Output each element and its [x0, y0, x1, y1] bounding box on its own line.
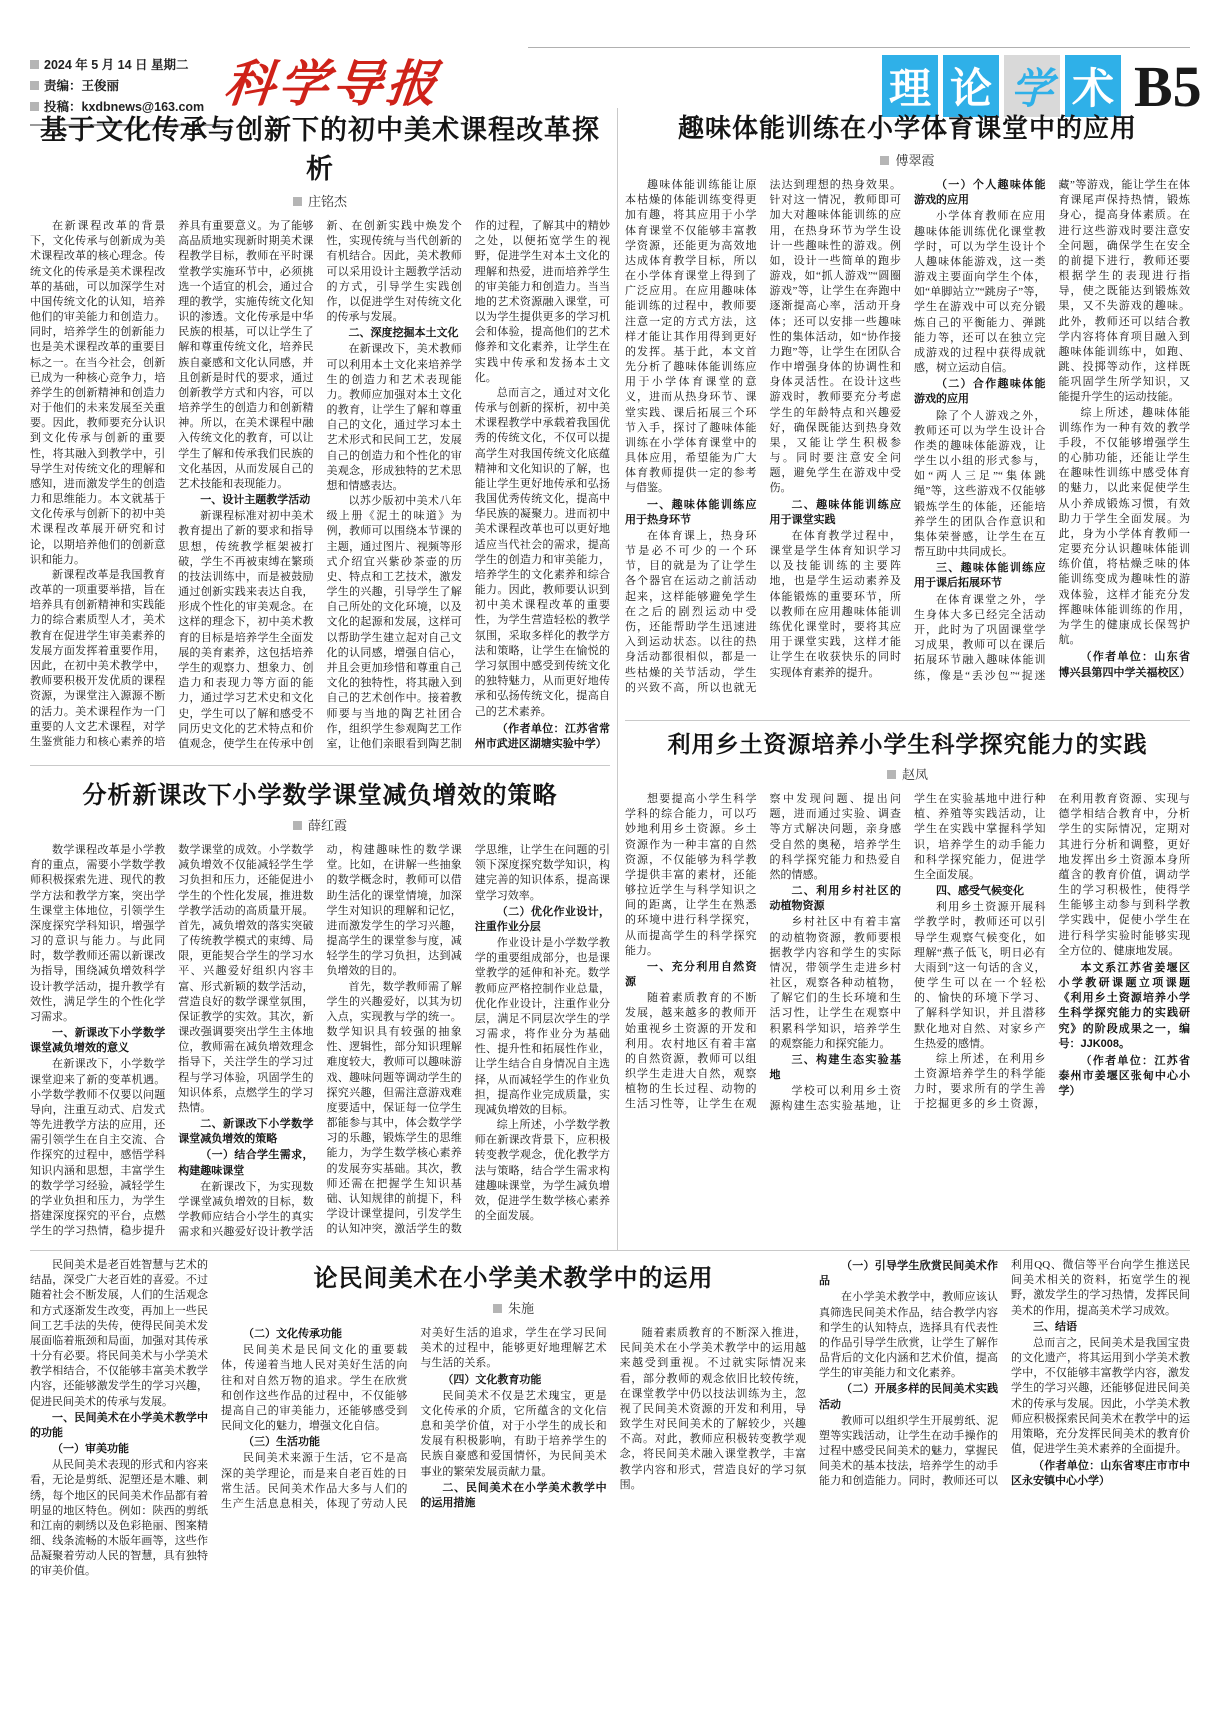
editor-line — [30, 76, 220, 94]
article-body — [625, 178, 1190, 718]
editor-text: 责编：王俊丽 — [44, 79, 120, 93]
subheading: （一）个人趣味体能游戏的应用 — [914, 179, 1046, 207]
paragraph: 想要提高小学生科学学科的综合能力，可以巧妙地利用乡土资源。乡土资源作为一种丰富的自然资源，不仅能够为科学教学提供丰富的素材，还能够拉近学生与科学知识之间的距离，让学生在熟悉的环境中进行科学探究，从而提高学生的科学探究能力。 — [625, 793, 757, 957]
author-name: 赵凤 — [901, 767, 928, 782]
subheading: 二、利用乡村社区的动植物资源 — [769, 885, 901, 913]
author-affiliation: （作者单位：山东省枣庄市市中区永安镇中心小学） — [1011, 1460, 1190, 1488]
subheading: 一、民间美术在小学美术教学中的功能 — [30, 1411, 208, 1439]
subheading: 二、趣味体能训练应用于课堂实践 — [769, 498, 901, 526]
subheading: 一、趣味体能训练应用于热身环节 — [625, 498, 757, 526]
section-char-tile: 学 — [1004, 55, 1060, 117]
subheading: 三、构建生态实验基地 — [769, 1053, 901, 1082]
paragraph: 乡村社区中有着丰富的动植物资源，教师要根据教学内容和学生的实际情况，带领学生走进乡村社区，观察各种动植物，了解它们的生长环境和生活习性，让学生在观察中积累科学知识，培养学生的观察能力和探究能力。 — [769, 916, 901, 1050]
paragraph: 趣味体能训练能让原本枯燥的体能训练变得更加有趣，将其应用于小学体育课堂不仅能够丰富教学资源，还能更为高效地达成体育教学目标，所以在小学体育课堂上得到了广泛应用。在应用趣味体能训练的过程中，教师要注意一定的方式方法，这样才能让其作用得到更好的发挥。基于此，本文首先分析了趣味体能训练应用于小学体育课堂的意义，进而从热身环节、课堂实践、课后拓展三个环节入手，探讨了趣味体能训练在小学体育课堂中的具体应用，希望能为广大体育教师提供一定的参考与借鉴。 — [625, 179, 757, 495]
subheading: 一、充分利用自然资源 — [625, 960, 757, 989]
subheading: （一）审美功能 — [52, 1443, 129, 1456]
subheading: （三）生活功能 — [243, 1436, 320, 1449]
paragraph: 在体育教学过程中，课堂是学生体育知识学习以及技能训练的主要阵地，也是学生运动素养及体能锻炼的重要环节，所以教师在应用趣味体能训练优化课堂时，要将其应用于课堂实践，这样才能让学生在收获快乐的同时实现体育素养的提升。 — [769, 529, 901, 679]
article-byline — [221, 1298, 806, 1317]
article-title: 基于文化传承与创新下的初中美术课程改革探析 — [40, 115, 600, 184]
article-byline — [625, 150, 1190, 169]
paragraph: 除了个人游戏之外，教师还可以为学生设计合作类的趣味体能游戏，让学生以小组的形式参与，如“两人三足”“集体跳绳”等，这些游戏不仅能够锻炼学生的体能，还能培养学生的团队合作意识和集体荣誉感，让学生在互帮互助中共同成长。 — [914, 409, 1046, 559]
article-title: 趣味体能训练在小学体育课堂中的应用 — [677, 113, 1137, 143]
column-divider — [617, 108, 618, 1250]
paragraph: 综上所述，在利用乡土资源培养学生的科学能力时，要求所有的学生善于挖掘更多的乡土资源，在利用教育资源、实现与德学相结合教育中，分析学生的实际情况，定期对其进行分析和调整，更好地发挥出乡土资源本身所蕴含的教育价值，调动学生的学习积极性，使得学生能够主动参与到科学教学实践中，促使小学生在进行科学实验时能够实现全方位的、健康地发展。 — [914, 793, 1190, 1111]
author-affiliation: （作者单位：江苏省常州市武进区湖塘实验中学） — [474, 722, 610, 750]
article-byline — [30, 815, 610, 834]
paragraph: 以苏少版初中美术八年级上册《泥土的味道》为例，教师可以围绕本节课的主题，通过图片、视频等形式介绍宜兴紫砂茶壶的历史、特点和工艺技术，激发学生的兴趣，引导学生了解自己所处的文化环境，以及文化的起源和发展，这样可以帮助学生建立起对自己文化的认同感，增强自信心，并且会更加珍惜和尊重自己文化的独特性，将其融入到自己的艺术创作中。接着教师要与当地的陶艺社团合作，组织学生参观陶艺工作室，让他们亲眼看到陶艺制作的过程，了解其中的精妙之处，以便拓宽学生的视野，促进学生对本土文化的理解和热爱，进而培养学生的审美能力和创造力。当当地的艺术资源融入课堂，可以为学生提供更多的学习机会和体验，提高他们的艺术修养和文化素养，让学生在实践中传承和发扬本土文化。 — [326, 220, 610, 750]
paragraph: 民间美术是民间文化的重要载体，传递着当地人民对美好生活的向往和对自然万物的追求。学生在欣赏和创作这些作品的过程中，不仅能够提高自己的审美能力，还能够感受到民间文化的魅力，增强文化自信。 — [221, 1344, 408, 1433]
article-4-science-exploration — [625, 726, 1190, 1250]
paragraph: 民间美术是老百姓智慧与艺术的结晶，深受广大老百姓的喜爱。不过随着社会不断发展，人们的生活观念和方式逐渐发生改变，再加上一些民间工艺手法的失传，使得民间美术发展面临着瓶颈和局面，加强对其传承十分有必要。将民间美术与小学美术教学相结合，不仅能够丰富美术教学内容，还能够激发学生的学习兴趣，促进民间美术的传承与发展。 — [30, 1259, 208, 1408]
subheading: 三、趣味体能训练应用于课后拓展环节 — [914, 562, 1046, 590]
subheading: 二、深度挖掘本土文化 — [348, 327, 459, 340]
subheading: （二）文化传承功能 — [243, 1328, 342, 1340]
article-byline — [625, 764, 1190, 783]
paragraph: 民间美术来源于生活，它不是高深的美学理论，而是来自老百姓的日常生活。民间美术作品大多与人们的生产生活息息相关，体现了劳动人民对美好生活的追求，学生在学习民间美术的过程中，能够更好地理解艺术与生活的关系。 — [221, 1327, 607, 1510]
article-title: 分析新课改下小学数学课堂减负增效的策略 — [82, 782, 558, 809]
article-1-art-curriculum — [30, 108, 610, 802]
paragraph: 民间美术不仅是艺术瑰宝，更是文化传承的介质，它所蕴含的文化信息和美学价值，对于小学生的成长和发展有积极影响，有助于培养学生的民族自豪感和爱国情怀，为民间美术事业的繁荣发展贡献力量。 — [420, 1389, 607, 1478]
author-name: 庄铭杰 — [307, 194, 347, 209]
date-text: 2024 年 5 月 14 日 星期二 — [44, 58, 189, 72]
author-affiliation: （作者单位：山东省博兴县第四中学关福校区） — [1058, 651, 1190, 679]
author-name: 薛红霞 — [307, 818, 347, 833]
article-body — [30, 219, 610, 802]
subheading: 一、新课改下小学数学课堂减负增效的意义 — [30, 1027, 166, 1055]
paragraph: 新课程标准对初中美术教育提出了新的要求和指导思想，传统教学框架被打破，学生不再被束缚在繁琐的技法训练中，而是被鼓励通过创新实践来表达自我，形成个性化的审美观念。在这样的理念下，初中美术教育的目标是培养学生全面发展的美育素养，这包括培养学生的观察力、想象力、创造力和表现力等方面的能力，通过学习艺术史和文化史，学生可以了解和感受不同历史文化的艺术特点和价值观念，使学生在传承中创新、在创新实践中焕发个性，实现传统与当代创新的有机结合。因此，美术教师可以采用设计主题教学活动的方式，引导学生实践创作，以促进学生对传统文化的传承与发展。 — [178, 220, 462, 750]
paragraph: 在体育课上，热身环节是必不可少的一个环节，目的就是为了让学生各个器官在运动之前活动起来，这样能够避免学生在之后的剧烈运动中受伤，还能帮助学生迅速进入到运动状态。以往的热身活动都很相似，都是一些枯燥的关节活动，学生的兴致不高，所以也就无法达到理想的热身效果。针对这一情况，教师即可加大对趣味体能训练的应用，在热身环节为学生设计一些趣味性的游戏。例如，设计一些简单的跑步游戏，如“抓人游戏”“圆圈游戏”等，让学生在奔跑中逐渐提高心率，活动开身体；还可以安排一些趣味性的集体活动，如“协作接力跑”等，让学生在团队合作中增强身体的协调性和身体灵活性。在设计这些游戏时，教师要充分考虑学生的年龄特点和兴趣爱好，确保既能达到热身效果，又能让学生积极参与。同时要注意安全问题，避免学生在游戏中受伤。 — [625, 179, 901, 694]
article-title: 论民间美术在小学美术教学中的运用 — [313, 1265, 714, 1292]
subheading: （二）开展多样的民间美术实践活动 — [819, 1383, 998, 1411]
bullet-square-icon — [30, 60, 39, 69]
paragraph: 作业设计是小学数学教学的重要组成部分，也是课堂教学的延伸和补充。数学教师应严格控制作业总量，优化作业设计，注重作业分层，满足不同层次学生的学习需求，将作业分为基础性、提升性和拓展性作业，让学生结合自身情况自主选择，从而减轻学生的作业负担，提高作业完成质量，实现减负增效的目标。 — [474, 937, 610, 1116]
author-affiliation: 本文系江苏省姜堰区小学教研课题立项课题《利用乡土资源培养小学生科学探究能力的实践研究》的阶段成果之一，编号：JJK008。 — [1058, 961, 1190, 1050]
subheading: （一）引导学生欣赏民间美术作品 — [819, 1260, 998, 1288]
subheading: （二）合作趣味体能游戏的应用 — [914, 378, 1046, 406]
subheading: （二）优化作业设计，注重作业分层 — [474, 905, 610, 933]
article-5-folk-art — [30, 1258, 1190, 1703]
paragraph: 在体育课堂之外，学生身体大多已经完全活动开，此时为了巩固课堂学习成果，教师可以在课后拓展环节融入趣味体能训练，像是“丢沙包”“捉迷藏”等游戏，能让学生在体育课尾声保持热情，锻炼身心，提高身体素质。在进行这些游戏时要注意安全问题，确保学生在安全的前提下进行，教师还要根据学生的表现进行指导，使之既能达到锻炼效果，又不失游戏的趣味。此外，教师还可以结合教学内容将体育项目融入到趣味体能训练中，如跑、跳、投掷等动作，这样既能巩固学生所学知识，又能提升学生的运动技能。 — [914, 179, 1190, 682]
section-char-tile: 术 — [1065, 55, 1121, 117]
header-rule — [528, 47, 1190, 48]
subheading: 二、新课改下小学数学课堂减负增效的策略 — [178, 1118, 314, 1146]
page-number: B5 — [1134, 54, 1202, 119]
article-body-middle — [221, 1326, 806, 1704]
paragraph: 在小学美术教学中，教师应该认真筛选民间美术作品，结合教学内容和学生的认知特点，选择具有代表性的作品引导学生欣赏，让学生了解作品背后的文化内涵和艺术价值，提高学生的审美能力和文化素养。 — [819, 1291, 998, 1380]
paragraph: 总而言之，通过对文化传承与创新的探析，初中美术课程教学中承载着我国优秀的传统文化，不仅可以提高学生对我国传统文化底蕴精神和文化知识的了解，也能让学生更好地传承和弘扬我国优秀传统文化，提高中华民族的凝聚力。进而初中美术课程改革也可以更好地适应当代社会的需求，提高学生的创造力和审美能力，培养学生的文化素养和综合能力。因此，教师要认识到初中美术课程改革的重要性，为学生营造轻松的教学氛围，采取多样化的教学方法和策略，让学生在愉悦的学习氛围中感受到传统文化的独特魅力，从而更好地传承和弘扬传统文化，提高自己的艺术素养。 — [474, 386, 610, 718]
byline-square-icon — [293, 197, 302, 206]
byline-square-icon — [880, 156, 889, 165]
author-affiliation: （作者单位：江苏省泰州市姜堰区张甸中心小学） — [1058, 1054, 1190, 1098]
byline-square-icon — [887, 770, 896, 779]
subheading: 四、感受气候变化 — [936, 885, 1024, 898]
subheading: 二、民间美术在小学美术教学中的运用措施 — [420, 1481, 607, 1509]
paragraph: 学校可以利用乡土资源构建生态实验基地，让学生在实验基地中进行种植、养殖等实践活动，让学生在实践中掌握科学知识，培养学生的动手能力和科学探究能力，促进学生全面发展。 — [769, 793, 1046, 1113]
paragraph: 新课程改革是我国教育改革的一项重要举措，旨在培养具有创新精神和实践能力的综合素质型人才，美术教育在促进学生审美素养的发展方面发挥着重要作用，因此，在初中美术教学中，教师要积极开发优质的课程资源，为课堂注入源源不断的活力。美术课程作为一门重要的人文艺术课程，对学生鉴赏能力和核心素养的培养具有重要意义。为了能够高品质地实现新时期美术课程教学目标，教师在平时课堂教学实施环节中，必须挑选一个适宜的机会，通过合理的教学，实施传统文化知识的渗透。文化传承是中华民族的根基，可以让学生了解和尊重传统文化，培养民族自豪感和文化认同感，并且创新是时代的要求，通过创新教学方式和内容，可以培养学生的创造力和创新精神。所以，在美术课程中融入传统文化的教育，可以让学生了解和传承我们民族的文化基因，从而发展自己的艺术技能和表现能力。 — [30, 220, 314, 748]
subheading: （四）文化教育功能 — [442, 1373, 542, 1386]
paragraph: 教师可以组织学生开展剪纸、泥塑等实践活动，让学生在动手操作的过程中感受民间美术的魅力，掌握民间美术的基本技法，培养学生的动手能力和创造能力。同时，教师还可以利用QQ、微信等平台向学生推送民间美术相关的资料，拓宽学生的视野，激发学生的学习热情，发挥民间美术的作用，提高美术学习成效。 — [819, 1259, 1190, 1488]
article-center-block — [221, 1258, 806, 1703]
paragraph: 随着素质教育的不断深入推进，民间美术在小学美术教学中的运用越来越受到重视。不过就实际情况来看，部分教师的观念依旧比较传统，在课堂教学中仍以技法训练为主，忽视了民间美术资源的开发和利用，导致学生对民间美术的了解较少，兴趣不高。对此，教师应积极转变教学观念，将民间美术融入课堂教学，丰富教学内容和形式，营造良好的学习氛围。 — [619, 1327, 806, 1491]
article-3-math-classroom — [30, 775, 610, 1251]
paragraph: 首先，数学教师需了解学生的兴趣爱好，以其为切入点，实现教与学的统一。数学知识具有较强的抽象性、逻辑性，部分知识理解难度较大，教师可以趣味游戏、趣味问题等调动学生的探究兴趣，但需注意游戏难度要适中，保证每一位学生都能参与其中，体会数学学习的乐趣，锻炼学生的思维能力，为学生数学核心素养的发展夯实基础。其次，教师还需在把握学生知识基础、认知规律的前提下，科学设计课堂提问，引发学生的认知冲突，激活学生的数学思维，让学生在问题的引领下深度探究数学知识，构建完善的知识体系，提高课堂学习效率。 — [326, 844, 610, 1236]
section-char-tile: 论 — [943, 55, 999, 117]
paragraph: 从民间美术表现的形式和内容来看，无论是剪纸、泥塑还是木雕、刺绣，每个地区的民间美术作品都有着明显的地区特色。例如：陕西的剪纸和江南的刺绣以及色彩艳丽、图案精细、线条流畅的木版年画等，这些作品凝聚着劳动人民的智慧，具有独特的审美价值。 — [30, 1459, 208, 1578]
subheading: （一）结合学生需求，构建趣味课堂 — [178, 1149, 314, 1177]
submission-email: 投稿：kxdbnews@163.com — [44, 100, 205, 114]
bullet-square-icon — [30, 81, 39, 90]
paragraph: 在新课改下，小学数学课堂迎来了新的变革机遇。小学数学教师不仅要以问题导向，注重互动式、启发式等先进教学方法的应用，还需引领学生在自主交流、合作探究的过程中，感悟学科知识内涵和思想，丰富学生的数学学习经验，减轻学生的学业负担和压力，为学生搭建深度探究的平台，点燃学生的学习热情，稳步提升数学课堂的成效。小学数学减负增效不仅能减轻学生学习负担和压力，还能促进小学生的个性化发展，推进数学教学活动的高质量开展。首先，减负增效的落实突破了传统教学模式的束缚、局限，更能契合学生的学习水平、兴趣爱好组织内容丰富、形式新颖的数学活动，营造良好的数学课堂氛围，保证教学的实效。其次，新课改强调要突出学生主体地位，教师需在减负增效理念指导下，关注学生的学习过程与学习体验，巩固学生的知识体系，点燃学生的学习热情。 — [30, 844, 314, 1238]
article-body — [30, 843, 610, 1251]
paragraph: 在新课改下，为实现数学课堂减负增效的目标，数学教师应结合小学生的真实需求和兴趣爱好设计教学活动，构建趣味性的数学课堂。比如，在讲解一些抽象的数学概念时，教师可以借助生活化的课堂情境，加深学生对知识的理解和记忆，进而激发学生的学习兴趣，提高学生的课堂参与度，减轻学生的学习负担，达到减负增效的目的。 — [178, 844, 462, 1239]
paragraph: 利用乡土资源开展科学教学时，教师还可以引导学生观察气候变化，如理解“燕子低飞，明日必有大雨到”这一句话的含义，使学生可以在一个轻松的、愉快的环境下学习、了解科学知识，并且潜移默化地对自然、对家乡产生热爱的感情。 — [914, 901, 1046, 1050]
section-char-tile: 理 — [882, 55, 938, 117]
article-byline — [30, 191, 610, 210]
paragraph: 总而言之，民间美术是我国宝贵的文化遗产，将其运用到小学美术教学中，不仅能够丰富教学内容，激发学生的学习兴趣，还能够促进民间美术的传承与发展。因此，小学美术教师应积极探索民间美术在教学中的运用策略，充分发挥民间美术的教育价值，促进学生美术素养的全面提升。 — [1011, 1336, 1190, 1456]
author-name: 朱施 — [507, 1301, 534, 1316]
author-name: 傅翠霞 — [895, 153, 935, 168]
article-title: 利用乡土资源培养小学生科学探究能力的实践 — [667, 731, 1148, 757]
paragraph: 综上所述，小学数学教师在新课改背景下，应积极转变教学观念，优化教学方法与策略，结合学生需求构建趣味课堂，为学生减负增效，促进学生数学核心素养的全面发展。 — [474, 1119, 610, 1223]
paragraph: 在新课程改革的背景下，文化传承与创新成为美术课程改革的核心理念。传统文化的传承是美术课程改革的基础，可以加深学生对中国传统文化的认知，培养他们的审美能力和创造力。同时，培养学生的创新能力也是美术课程改革的重要目标之一。在当今社会，创新已成为一种核心竞争力，培养学生的创新精神和创造力对于他们的未来发展至关重要。因此，教师要充分认识到文化传承与创新的重要性，将其融入到教学中，引导学生对传统文化的理解和感知，进而激发学生的创造力和思维能力。本文就基于文化传承与创新下的初中美术课程改革展开研究和讨论，以期培养他们的创新意识和能力。 — [30, 220, 166, 566]
paragraph: 小学体育教师在应用趣味体能训练优化课堂教学时，可以为学生设计个人趣味体能游戏，这一类游戏主要面向学生个体，如“单脚站立”“跳房子”等，学生在游戏中可以充分锻炼自己的平衡能力、弹跳能力等，还可以在独立完成游戏的过程中获得成就感，树立运动自信。 — [914, 210, 1046, 375]
article-body-right — [819, 1258, 1190, 1703]
article-body — [625, 792, 1190, 1250]
paragraph: 数学课程改革是小学教育的重点，需要小学数学教师积极探索先进、现代的教学方法和教学方案，突出学生课堂主体地位，引领学生深度探究学科知识，增强学习的意识与能力。与此同时，数学教师还需以新课改为指导，围绕减负增效科学设计教学活动，提升教学有效性，满足学生的个性化学习需求。 — [30, 844, 166, 1023]
subheading: 三、结语 — [1033, 1320, 1077, 1333]
subheading: 一、设计主题教学活动 — [200, 494, 311, 507]
paragraph: 综上所述，趣味体能训练作为一种有效的教学手段，不仅能够增强学生的心肺功能，还能让学生在趣味性训练中感受体育的魅力，以此来促使学生从小养成锻炼习惯，有效助力于学生全面发展。为此，身为小学体育教师一定要充分认识趣味体能训练价值，将枯燥乏味的体能训练变成为趣味性的游戏体验，这样才能充分发挥趣味体能训练的作用，为学生的健康成长保驾护航。 — [1058, 406, 1190, 647]
masthead-logo: 科学导报 — [221, 54, 444, 113]
article-2-physical-training — [625, 108, 1190, 718]
article-body-left — [30, 1258, 208, 1703]
byline-square-icon — [493, 1304, 502, 1313]
byline-square-icon — [293, 821, 302, 830]
paragraph: 随着素质教育的不断发展，越来越多的教师开始重视乡土资源的开发和利用。农村地区有着丰富的自然资源，教师可以组织学生走进大自然，观察植物的生长过程、动物的生活习性等，让学生在观察中发现问题、提出问题，进而通过实验、调查等方式解决问题，亲身感受自然的奥秘，培养学生的科学探究能力和热爱自然的情感。 — [625, 793, 901, 1111]
paragraph: 在新课改下，美术教师可以利用本土文化来培养学生的创造力和艺术表现能力。教师应加强对本土文化的教育，让学生了解和尊重自己的文化，通过学习本土艺术形式和民间工艺，发展自己的创造力和个性化的审美观念，形成独特的艺术思想和情感表达。 — [326, 343, 462, 492]
article-divider — [625, 720, 1190, 721]
publication-date — [30, 55, 220, 73]
